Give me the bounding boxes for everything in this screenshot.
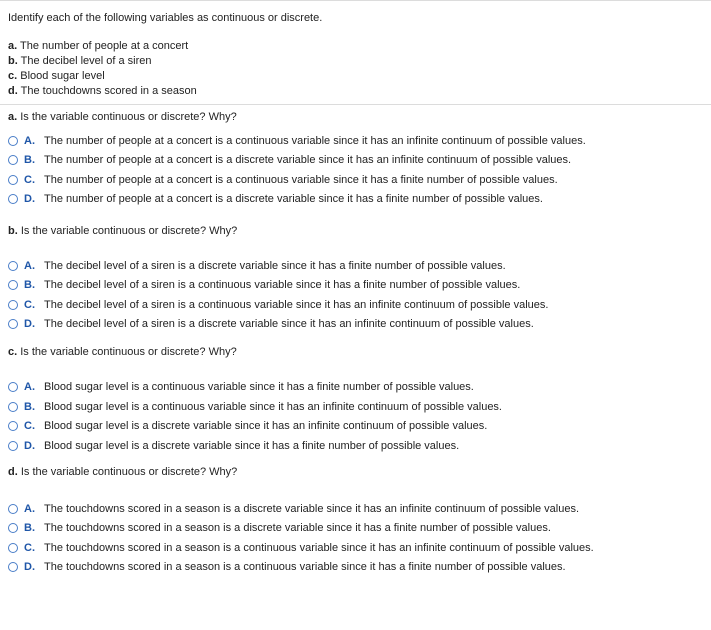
question-a-option-d[interactable]: D. The number of people at a concert is a discrete variable since it has a finite number of possible values. bbox=[8, 191, 543, 207]
radio-button-icon[interactable] bbox=[8, 175, 18, 185]
variable-item: c. Blood sugar level bbox=[8, 70, 105, 82]
radio-button-icon[interactable] bbox=[8, 382, 18, 392]
question-a-option-c[interactable]: C. The number of people at a concert is a continuous variable since it has a finite number of possible values. bbox=[8, 172, 558, 188]
radio-button-icon[interactable] bbox=[8, 300, 18, 310]
question-c-option-c[interactable]: C. Blood sugar level is a discrete variable since it has an infinite continuum of possible values. bbox=[8, 418, 487, 434]
radio-button-icon[interactable] bbox=[8, 194, 18, 204]
question-b-prompt: b. Is the variable continuous or discrete? Why? bbox=[8, 225, 238, 237]
radio-button-icon[interactable] bbox=[8, 441, 18, 451]
radio-button-icon[interactable] bbox=[8, 543, 18, 553]
radio-button-icon[interactable] bbox=[8, 136, 18, 146]
question-b-option-b[interactable]: B. The decibel level of a siren is a continuous variable since it has a finite number of possible values. bbox=[8, 277, 520, 293]
variable-item: d. The touchdowns scored in a season bbox=[8, 85, 197, 97]
radio-button-icon[interactable] bbox=[8, 562, 18, 572]
radio-button-icon[interactable] bbox=[8, 280, 18, 290]
question-d-option-a[interactable]: A. The touchdowns scored in a season is a discrete variable since it has an infinite continuum of possible values. bbox=[8, 501, 579, 517]
question-d-prompt: d. Is the variable continuous or discrete? Why? bbox=[8, 466, 238, 478]
top-divider bbox=[0, 0, 711, 1]
variable-item: a. The number of people at a concert bbox=[8, 40, 189, 52]
question-c-option-b[interactable]: B. Blood sugar level is a continuous variable since it has an infinite continuum of possible values. bbox=[8, 399, 502, 415]
question-b-option-c[interactable]: C. The decibel level of a siren is a continuous variable since it has an infinite continuum of possible values. bbox=[8, 297, 548, 313]
question-c-prompt: c. Is the variable continuous or discrete? Why? bbox=[8, 346, 237, 358]
radio-button-icon[interactable] bbox=[8, 155, 18, 165]
radio-button-icon[interactable] bbox=[8, 504, 18, 514]
instructions: Identify each of the following variables as continuous or discrete. bbox=[8, 12, 323, 24]
question-a-option-b[interactable]: B. The number of people at a concert is a discrete variable since it has an infinite continuum of possible values. bbox=[8, 152, 571, 168]
question-c-option-d[interactable]: D. Blood sugar level is a discrete variable since it has a finite number of possible values. bbox=[8, 438, 459, 454]
radio-button-icon[interactable] bbox=[8, 319, 18, 329]
question-d-option-b[interactable]: B. The touchdowns scored in a season is a discrete variable since it has a finite number of possible values. bbox=[8, 520, 551, 536]
radio-button-icon[interactable] bbox=[8, 261, 18, 271]
question-b-option-a[interactable]: A. The decibel level of a siren is a discrete variable since it has a finite number of possible values. bbox=[8, 258, 506, 274]
radio-button-icon[interactable] bbox=[8, 523, 18, 533]
question-c-option-a[interactable]: A. Blood sugar level is a continuous variable since it has a finite number of possible values. bbox=[8, 379, 474, 395]
question-b-option-d[interactable]: D. The decibel level of a siren is a discrete variable since it has an infinite continuum of possible values. bbox=[8, 316, 534, 332]
radio-button-icon[interactable] bbox=[8, 402, 18, 412]
section-divider bbox=[0, 104, 711, 105]
question-a-prompt: a. Is the variable continuous or discrete? Why? bbox=[8, 111, 237, 123]
radio-button-icon[interactable] bbox=[8, 421, 18, 431]
question-d-option-d[interactable]: D. The touchdowns scored in a season is a continuous variable since it has a finite number of possible values. bbox=[8, 559, 566, 575]
question-a-option-a[interactable]: A. The number of people at a concert is a continuous variable since it has an infinite continuum of possible values. bbox=[8, 133, 586, 149]
variable-list bbox=[8, 39, 197, 99]
variable-item: b. The decibel level of a siren bbox=[8, 55, 152, 67]
question-d-option-c[interactable]: C. The touchdowns scored in a season is a continuous variable since it has an infinite continuum of possible values. bbox=[8, 540, 594, 556]
